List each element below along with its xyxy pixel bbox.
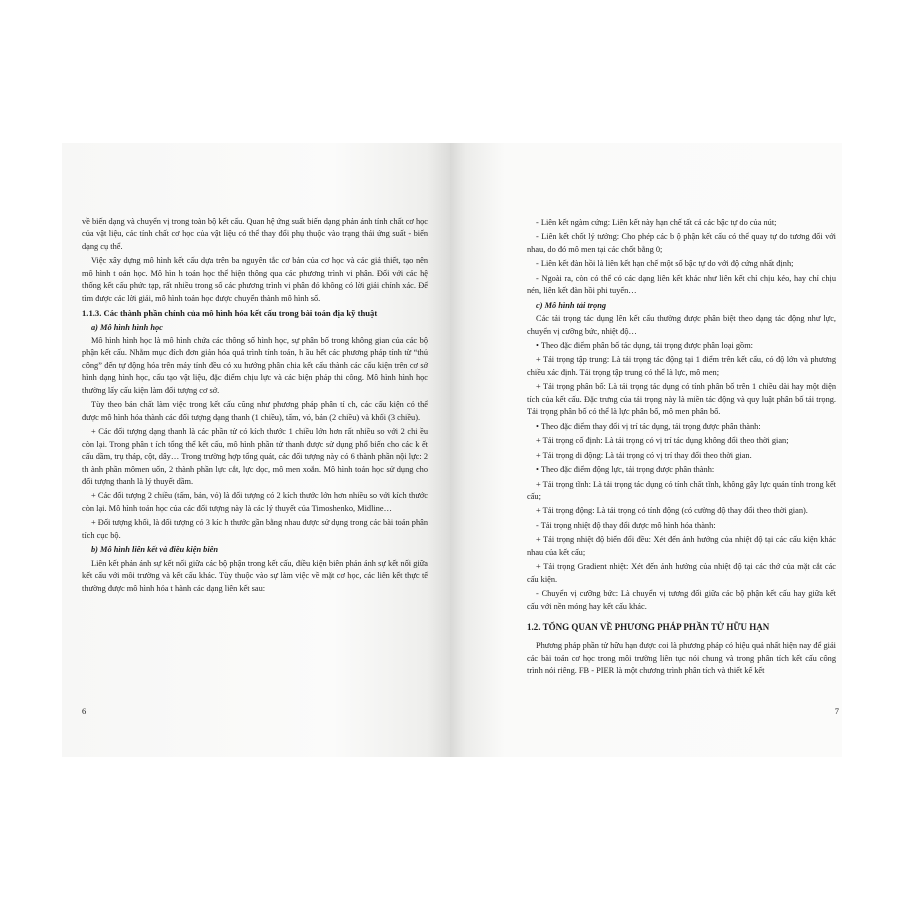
right-page <box>450 143 842 757</box>
paragraph: - Liên kết chốt lý tưởng: Cho phép các b ộ phận kết cấu có thể quay tự do tương đối với nhau, do đó mô men tại các chốt bằng 0; <box>527 232 836 254</box>
paragraph: + Tải trọng tập trung: Là tải trọng tác động tại 1 điểm trên kết cấu, có độ lớn và phương chiều xác định. Tải trọng tập trung có thể là lực, mô men; <box>527 355 836 377</box>
left-page-body <box>82 216 428 595</box>
paragraph: Mô hình hình học là mô hình chứa các thông số hình học, sự phân bố trong không gian của các bộ phận kết cấu. Nhằm mục đích đơn giản hóa quá trình tính toán, h ầu hết các phương pháp tính từ “thủ công” đến tự động hóa trên máy tính đều có xu hướng phân chia kết cấu thành các cấu kiện trên cơ sở hình dạng hình học, cấu tạo vật liệu, đặc điểm chịu lực và các biện pháp thi công. Mô hình hình học thường lấy cấu kiện làm đối tượng cơ sở. <box>82 335 428 395</box>
paragraph: - Liên kết ngàm cứng: Liên kết này hạn chế tất cả các bậc tự do của nút; <box>536 218 777 227</box>
paragraph: + Tải trọng cố định: Là tải trọng có vị trí tác dụng không đổi theo thời gian; <box>536 436 789 446</box>
paragraph: Việc xây dựng mô hình kết cấu dựa trên ba nguyên tắc cơ bản của cơ học và các giả thiết, tạo nên mô hình t oán học. Mô hìn h toán học thể hiện thông qua các phương trình vi phân. Đối với các hệ thống kết cấu phức tạp, rất nhiều trong số các phương trình vi phân đó không có lời giải chính xác. Để tìm được các lời giải, mô hình toán học được chuyển thành mô hình số. <box>82 256 428 303</box>
page-number-left: 6 <box>82 706 87 716</box>
paragraph: - Ngoài ra, còn có thể có các dạng liên kết khác như liên kết chỉ chịu kéo, hay chỉ chịu nén, liên kết đàn hồi phi tuyến… <box>527 273 836 296</box>
paragraph: • Theo đặc điểm thay đổi vị trí tác dụng, tải trọng được phân thành: <box>536 421 761 431</box>
paragraph: + Tải trọng nhiệt độ biến đổi đều: Xét đến ảnh hưởng của nhiệt độ tại các cấu kiện khác nhau của kết cấu; <box>527 535 836 557</box>
paragraph: + Tải trọng động: Là tải trọng có tính động (có cường độ thay đổi theo thời gian). <box>536 506 808 516</box>
paragraph: Phương pháp phần tử hữu hạn được coi là phương pháp có hiệu quả nhất hiện nay để giải các bài toán cơ học trong môi trường liên tục nói chung và trong phân tích kết cấu công trình nói riêng. FB - PIER là một chương trình phân tích và thiết kế kết <box>527 641 836 675</box>
paragraph: + Các đối tượng 2 chiều (tấm, bản, vỏ) là đối tượng có 2 kích thước lớn hơn nhiều so với kích thước còn lại. Mô hình toán học của các đối tượng này là các lý thuyết của Timoshenko, Midline… <box>82 491 428 513</box>
right-page-body <box>527 217 836 677</box>
paragraph: - Tải trọng nhiệt độ thay đổi được mô hình hóa thành: <box>536 520 716 530</box>
paragraph: + Tải trọng tĩnh: Là tải trọng tác dụng có tính chất tĩnh, không gây lực quán tính trong kết cấu; <box>527 479 836 502</box>
paragraph: • Theo đặc điểm động lực, tải trọng được phân thành: <box>536 465 715 475</box>
paragraph: về biến dạng và chuyển vị trong toàn bộ kết cấu. Quan hệ ứng suất biến dạng phản ánh tính chất cơ học của vật liệu, các tính chất cơ học của vật liệu có thể thay đổi phụ thuộc vào trạng thái ứng suất - biến dạng cụ thể. <box>82 217 428 251</box>
page-number-right: 7 <box>834 706 839 716</box>
paragraph: + Đối tượng khối, là đối tượng có 3 kíc h thước gần bằng nhau được sử dụng trong các bài toán phân tích cục bộ. <box>82 518 428 540</box>
paragraph: - Liên kết đàn hồi là liên kết hạn chế một số bậc tự do với độ cứng nhất định; <box>536 259 794 269</box>
paragraph: - Chuyển vị cưỡng bức: Là chuyển vị tương đối giữa các bộ phận kết cấu hay giữa kết cấu với nền móng hay kết cấu khác. <box>527 589 836 611</box>
section-heading: 1.1.3. Các thành phần chính của mô hình hóa kết cấu trong bài toán địa kỹ thuật <box>82 308 378 319</box>
paragraph: + Các đối tượng dạng thanh là các phần tử có kích thước 1 chiều lớn hơn rất nhiều so với 2 chi ều còn lại. Trong phân t ích tổng thể kết cấu, mô hình phần tử thanh được sử dụng phổ biến cho các k ết cấu dầm, trụ tháp, cột, dây… Trong trường hợp tổng quát, các đối tượng này có 6 thành phần nội lực: 2 th ành phần mômen uốn, 2 thành phần lực cắt, lực dọc, mô men xoắn. Mô hình toán học sử dụng cho đối tượng thanh là lý thuyết dầm. <box>82 427 428 486</box>
left-page <box>62 143 450 757</box>
chapter-section-heading: 1.2. TỔNG QUAN VỀ PHƯƠNG PHÁP PHẦN TỬ HỮU HẠN <box>527 622 770 633</box>
paragraph: + Tải trọng Gradient nhiệt: Xét đến ảnh hưởng của nhiệt độ tại các thớ của mặt cắt các cấu kiện. <box>527 562 836 584</box>
paragraph: + Tải trọng di động: Là tải trọng có vị trí thay đổi theo thời gian. <box>536 450 752 460</box>
subsection-heading: b) Mô hình liên kết và điều kiện biên <box>91 545 219 555</box>
paragraph: + Tải trọng phân bố: Là tải trọng tác dụng có tính phân bố trên 1 chiều dài hay một diện tích của kết cấu. Đặc trưng của tải trọng này là miền tác động và quy luật phân bố tải trọng. Tải trọng phân bố có thể là lực phân bố, mô men phân bố. <box>527 382 836 417</box>
subsection-heading: a) Mô hình hình học <box>91 322 163 332</box>
paragraph: • Theo đặc điểm phân bố tác dụng, tải trọng được phân loại gồm: <box>536 341 753 351</box>
paragraph: Các tải trọng tác dụng lên kết cấu thường được phân biệt theo dạng tác động như lực, chuyển vị cưỡng bức, nhiệt độ… <box>527 314 836 336</box>
subsection-heading: c) Mô hình tải trọng <box>536 300 607 310</box>
paragraph: Liên kết phản ánh sự kết nối giữa các bộ phận trong kết cấu, điều kiện biên phản ánh sự kết nối giữa kết cấu với môi trường và kết cấu khác. Tùy thuộc vào sự làm việc về mặt cơ học, các liên kết thực tế thường được mô hình hóa t hành các dạng liên kết sau: <box>82 558 428 593</box>
paragraph: Tùy theo bản chất làm việc trong kết cấu cũng như phương pháp phân tí ch, các cấu kiện có thể được mô hình hóa thành các đối tượng dạng thanh (1 chiều), tấm, vỏ, bản (2 chiều) và khối (3 chiều). <box>82 400 428 422</box>
